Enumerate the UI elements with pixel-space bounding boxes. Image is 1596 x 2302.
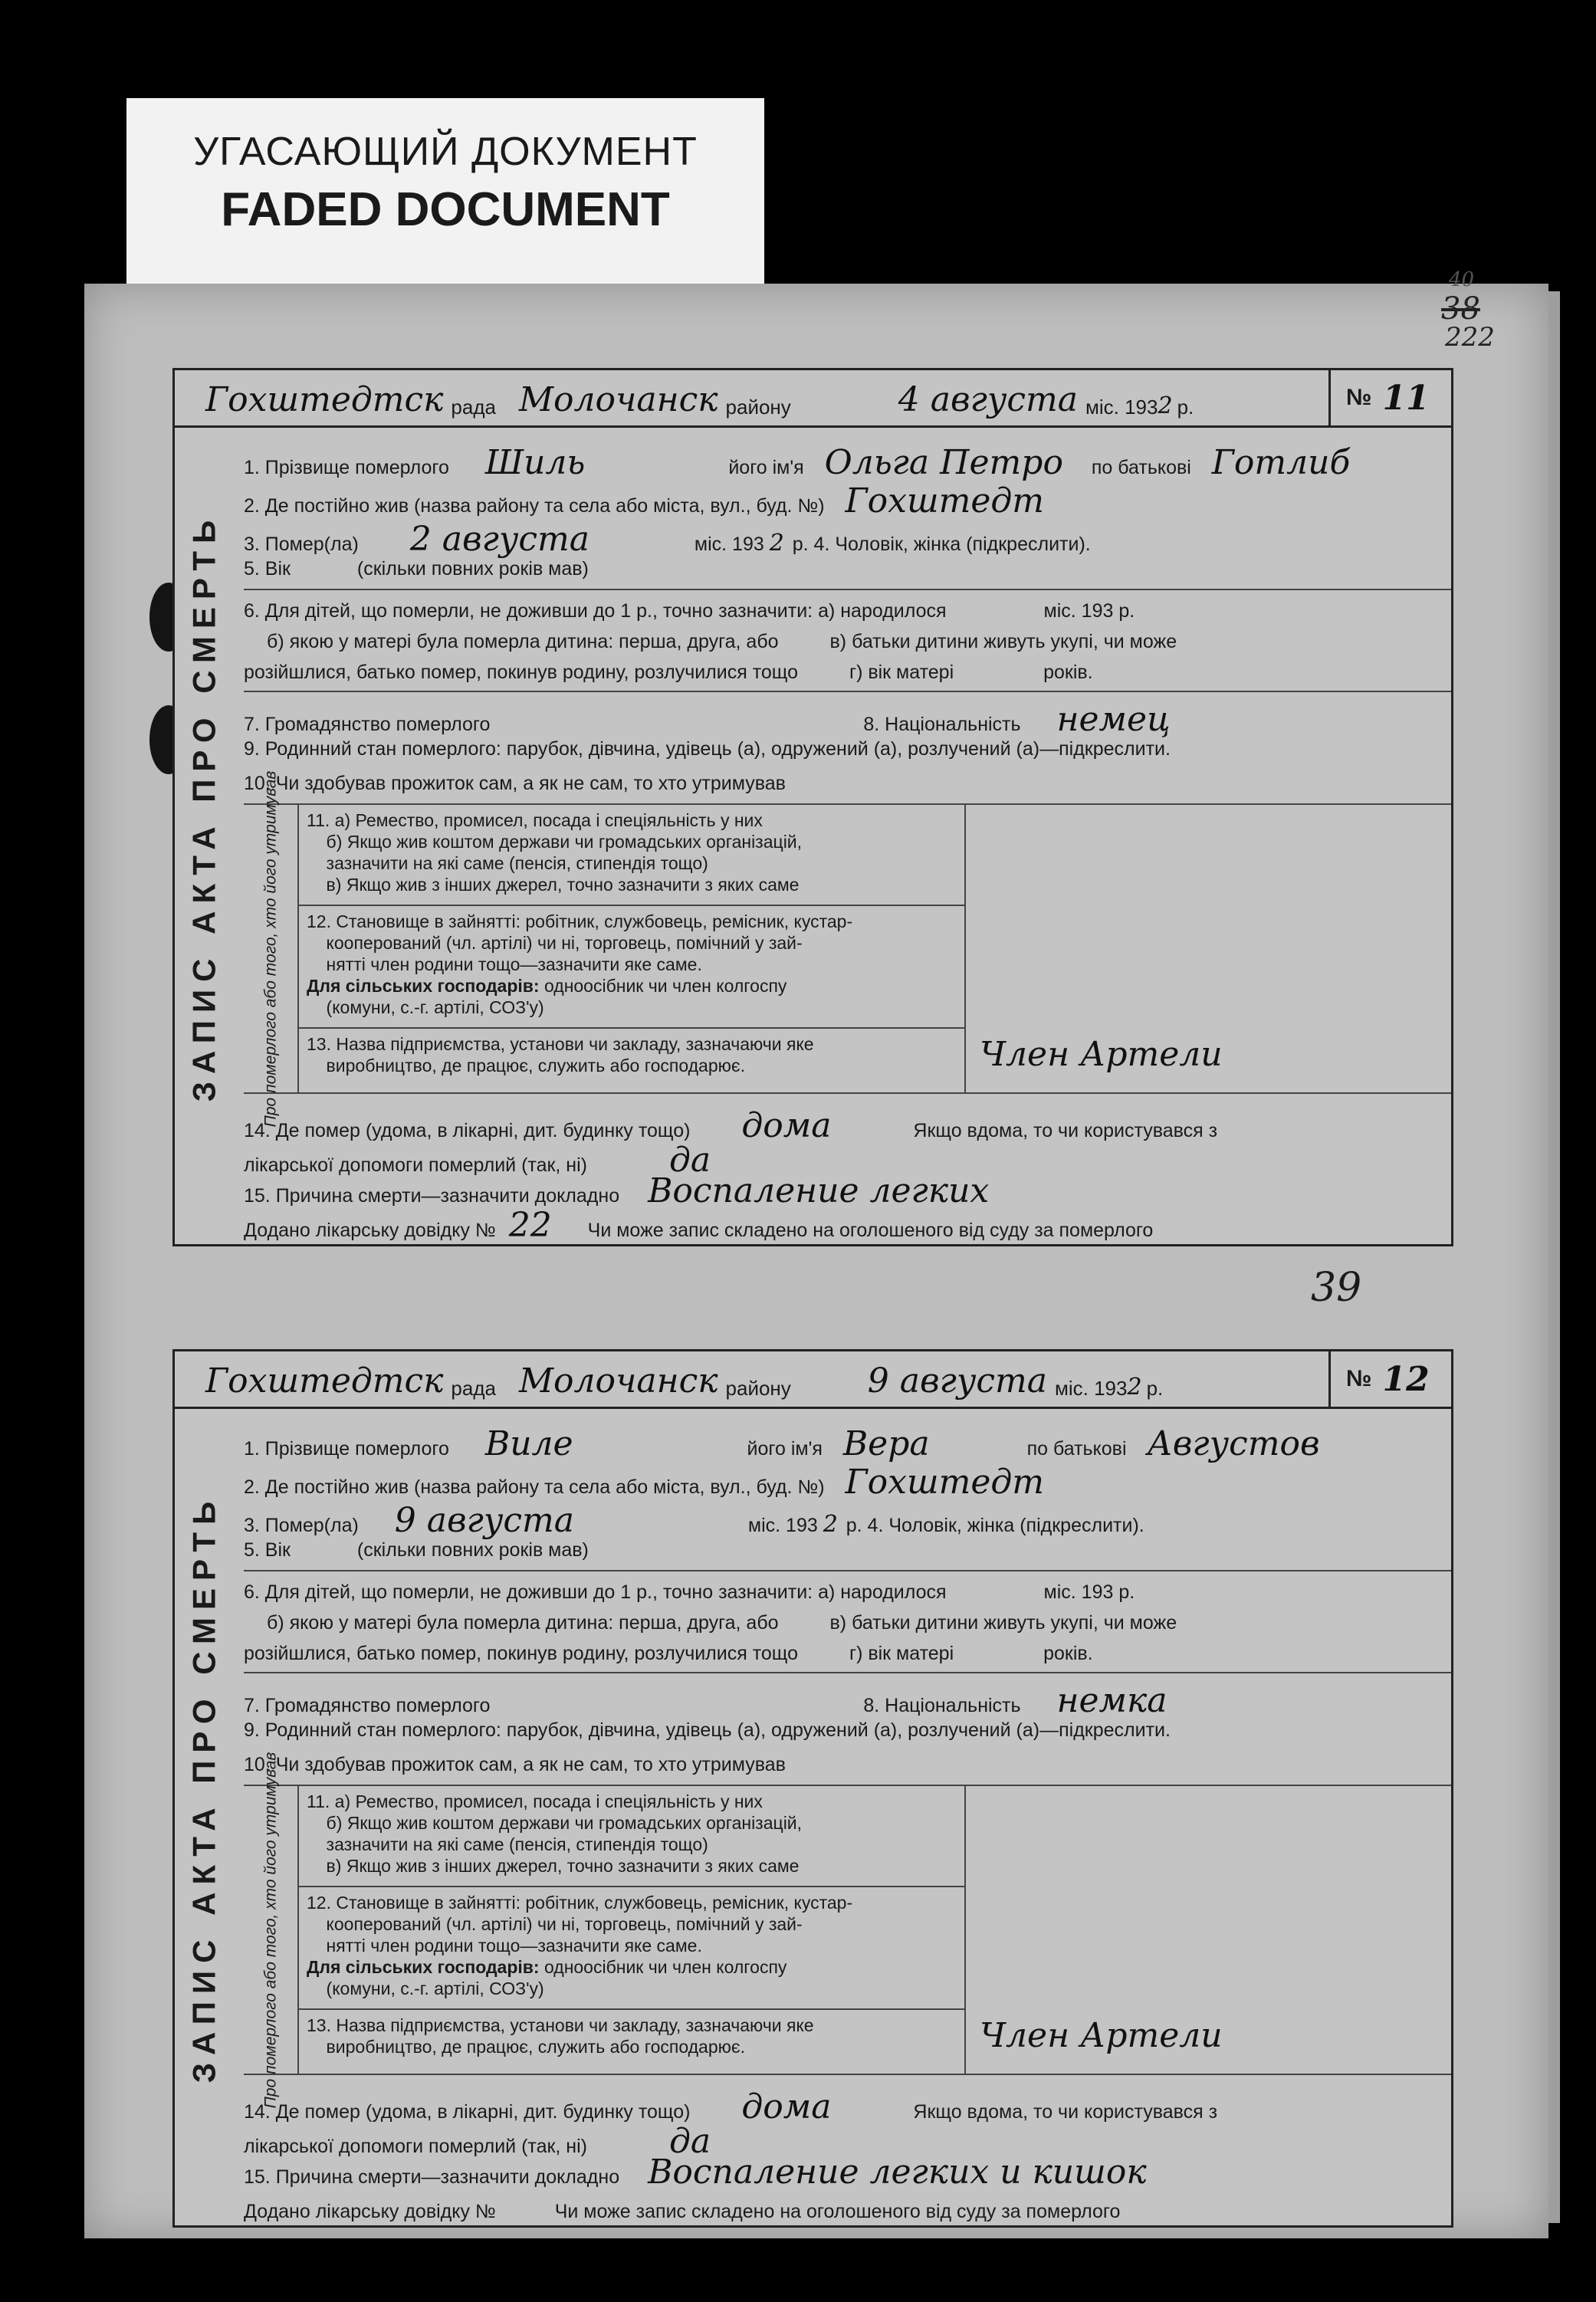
field-14b-label: лікарської допомоги померлий (так, ні) [244, 2136, 587, 2157]
inner-side-label: Про померлого або того, хто його утримував [244, 1786, 299, 2074]
field-5-label: 5. Вік [244, 558, 291, 580]
year-label: р. [1177, 396, 1194, 419]
record-number-box [1328, 370, 1451, 425]
name-label: його ім'я [728, 457, 804, 478]
field-7-label: 7. Громадянство померлого [244, 714, 491, 735]
nationality-value: немец [1056, 700, 1171, 739]
field-6c [244, 662, 1443, 684]
field-10-label: 10. Чи здобував прожиток сам, а як не сам, то хто утримував [244, 1754, 786, 1775]
field-6c-label: розійшлися, батько помер, покинув родину, розлучилися тощо [244, 662, 798, 683]
field-3 [244, 520, 1443, 559]
field-10 [244, 1754, 1443, 1776]
field-14-label: 14. Де помер (удома, в лікарні, дит. будинку тощо) [244, 2101, 691, 2123]
year-digit: 2 [1158, 392, 1173, 419]
field-2-label: 2. Де постійно жив (назва району та села або міста, вул., буд. №) [244, 1476, 825, 1498]
certificate-value: 22 [508, 1206, 552, 1245]
field-12 [299, 905, 966, 1027]
field-12 [299, 1886, 966, 2008]
cause-value: Воспаление легких [648, 1171, 990, 1210]
field-16-label: Додано лікарську довідку № [244, 2201, 496, 2222]
record-header [175, 370, 1451, 428]
month-label: міс. 193 [1085, 396, 1158, 419]
year-digit: 2 [1127, 1374, 1142, 1401]
field-3-label: 3. Помер(ла) [244, 534, 359, 555]
corner-number-top: 40 [1449, 268, 1475, 291]
record-side-title: ЗАПИС АКТА ПРО СМЕРТЬ [186, 512, 222, 1102]
corner-number-current: 222 [1445, 322, 1495, 353]
raion-value: Молочанск [518, 1361, 718, 1401]
label-english: FADED DOCUMENT [221, 183, 670, 236]
selsovet-value: Гохштедтск [205, 380, 444, 419]
place-value: дома [741, 1106, 832, 1145]
field-8-label: 8. Національність [863, 1695, 1021, 1716]
medical-value: да [668, 1141, 711, 1180]
field-9 [244, 1719, 1443, 1742]
death-record-2 [172, 1349, 1453, 2228]
field-16 [244, 2187, 1443, 2226]
field-3-label: 3. Помер(ла) [244, 1515, 359, 1536]
field-6c-tail: г) вік матері [849, 1643, 954, 1664]
field-12b-label: одноосібник чи член колгоспу (комуни, с.-г. артілі, СОЗ'у) [326, 1957, 787, 1998]
field-6b-label: б) якою у матері була померла дитина: перша, друга, або [267, 631, 779, 652]
field-2 [244, 481, 1443, 520]
residence-value: Гохштедт [845, 481, 1044, 520]
death-month-label: міс. 193 [747, 1515, 818, 1536]
divider [244, 691, 1451, 692]
field-9 [244, 738, 1443, 760]
field-6b-tail: в) батьки дитини живуть укупі, чи може [829, 1612, 1177, 1634]
field-14-label: 14. Де помер (удома, в лікарні, дит. будинку тощо) [244, 1120, 691, 1141]
field-3 [244, 1501, 1443, 1540]
field-16-tail: Чи може запис складено на оголошеного від суду за померлого [587, 1220, 1154, 1241]
field-5-hint: (скільки повних років мав) [356, 558, 589, 580]
patronymic-value: Готлиб [1211, 443, 1351, 482]
record-header [175, 1351, 1451, 1409]
field-13: 13. Назва підприємства, установи чи закладу, зазначаючи яке виробництво, де працює, служить або господарює. [299, 2008, 966, 2074]
field-12b-bold: Для сільських господарів: [307, 976, 540, 996]
field-16-label: Додано лікарську довідку № [244, 1220, 496, 1241]
field-15-label: 15. Причина смерти—зазначити докладно [244, 1185, 620, 1207]
field-6a [244, 600, 1443, 622]
field-6c-end: років. [1043, 662, 1093, 683]
folio-number: 39 [1311, 1265, 1362, 1311]
field-1 [244, 1424, 1443, 1463]
death-year-digit: 2 [769, 530, 784, 557]
field-12b-bold: Для сільських господарів: [307, 1957, 540, 1977]
nationality-value: немка [1056, 1681, 1167, 1720]
field-1-label: 1. Прізвище померлого [244, 1438, 449, 1460]
record-number-box [1328, 1351, 1451, 1407]
field-1-label: 1. Прізвище померлого [244, 457, 449, 478]
field-6c-tail: г) вік матері [849, 662, 954, 683]
record-side-title: ЗАПИС АКТА ПРО СМЕРТЬ [186, 1493, 222, 2084]
field-14b-label: лікарської допомоги померлий (так, ні) [244, 1154, 587, 1176]
field-2-label: 2. Де постійно жив (назва району та села або міста, вул., буд. №) [244, 495, 825, 517]
residence-value: Гохштедт [845, 1463, 1044, 1502]
field-1 [244, 443, 1443, 482]
field-11: 11. а) Ремество, промисел, посада і спеціяльність у них б) Якщо жив коштом держави чи громадських організацій, зазначити на які саме (пенсія, стипендія тощо) в) Якщо жив з інших джерел, точно зазначити з яких саме [299, 1786, 966, 1886]
field-13: 13. Назва підприємства, установи чи закладу, зазначаючи яке виробництво, де працює, служить або господарює. [299, 1027, 966, 1092]
field-5 [244, 1539, 1443, 1561]
field-9-label: 9. Родинний стан померлого: парубок, дівчина, удівець (а), одружений (а), розлучений (а)—підкреслити. [244, 738, 1171, 760]
record-number: 12 [1382, 1359, 1430, 1399]
field-8-label: 8. Національність [863, 714, 1021, 735]
field-14-tail: Якщо вдома, то чи користувався з [913, 2101, 1218, 2123]
date-value: 4 августа [898, 380, 1078, 419]
rada-label: рада [451, 396, 496, 419]
field-6b-tail: в) батьки дитини живуть укупі, чи може [829, 631, 1177, 652]
death-date-value: 2 августа [409, 520, 589, 559]
field-6a-label: 6. Для дітей, що померли, не доживши до 1 р., точно зазначити: а) народилося [244, 1581, 947, 1603]
raion-label: району [725, 396, 791, 419]
name-value: Ольга Петро [824, 443, 1063, 482]
field-6a [244, 1581, 1443, 1604]
field-7-8 [244, 1681, 1443, 1720]
corner-number-struck: 38 [1441, 291, 1480, 327]
field-6b [244, 1612, 1443, 1634]
field-11: 11. а) Ремество, промисел, посада і спеціяльність у них б) Якщо жив коштом держави чи громадських організацій, зазначити на які саме (пенсія, стипендія тощо) в) Якщо жив з інших джерел, точно зазначити з яких саме [299, 805, 966, 905]
field-7-8 [244, 700, 1443, 739]
year-label: р. [1146, 1377, 1164, 1400]
rada-label: рада [451, 1377, 496, 1400]
death-year-digit: 2 [823, 1511, 838, 1538]
date-value: 9 августа [867, 1361, 1047, 1401]
field-7-label: 7. Громадянство померлого [244, 1695, 491, 1716]
patronymic-label: по батькові [1091, 457, 1191, 478]
field-14 [244, 1106, 1443, 1145]
field-6b-label: б) якою у матері була померла дитина: перша, друга, або [267, 1612, 779, 1634]
patronymic-value: Августов [1147, 1424, 1320, 1463]
month-label: міс. 193 [1054, 1377, 1128, 1400]
occupation-value: Член Артели [980, 1035, 1223, 1074]
field-5-hint: (скільки повних років мав) [356, 1539, 589, 1561]
field-15 [244, 2153, 1443, 2192]
field-6a-tail: міс. 193 р. [1043, 1581, 1135, 1603]
number-label: № [1346, 385, 1372, 410]
field-12-label: 12. Становище в зайнятті: робітник, службовець, ремісник, кустар- кооперований (чл. артілі) чи ні, торговець, помічний у зай- нятті член родини тощо—зазначити яке саме. [307, 911, 853, 974]
field-10-label: 10. Чи здобував прожиток сам, а як не сам, то хто утримував [244, 773, 786, 794]
field-16-tail: Чи може запис складено на оголошеного від суду за померлого [554, 2201, 1121, 2222]
field-6c-end: років. [1043, 1643, 1093, 1664]
death-record-1 [172, 368, 1453, 1246]
name-value: Вера [842, 1424, 930, 1463]
surname-value: Шиль [484, 443, 586, 482]
surname-value: Виле [484, 1424, 573, 1463]
field-15 [244, 1171, 1443, 1210]
field-16 [244, 1206, 1443, 1245]
field-6c [244, 1643, 1443, 1665]
field-12b-label: одноосібник чи член колгоспу (комуни, с.-г. артілі, СОЗ'у) [326, 976, 787, 1017]
field-12-label: 12. Становище в зайнятті: робітник, службовець, ремісник, кустар- кооперований (чл. артілі) чи ні, торговець, помічний у зай- нятті член родини тощо—зазначити яке саме. [307, 1893, 853, 1956]
field-5 [244, 558, 1443, 580]
inner-side-label: Про померлого або того, хто його утримував [244, 805, 299, 1092]
name-label: його ім'я [747, 1438, 823, 1460]
archive-label-card [126, 98, 764, 290]
field-15-label: 15. Причина смерти—зазначити докладно [244, 2166, 620, 2188]
divider [244, 589, 1451, 590]
raion-label: району [725, 1377, 791, 1400]
medical-value: да [668, 2122, 711, 2161]
death-month-label: міс. 193 [694, 534, 764, 555]
patronymic-label: по батькові [1026, 1438, 1127, 1460]
field-4-label: р. 4. Чоловік, жінка (підкреслити). [792, 534, 1091, 555]
field-4-label: р. 4. Чоловік, жінка (підкреслити). [846, 1515, 1144, 1536]
field-14 [244, 2087, 1443, 2126]
field-6a-tail: міс. 193 р. [1043, 600, 1135, 622]
field-6b [244, 631, 1443, 653]
field-6a-label: 6. Для дітей, що померли, не доживши до 1 р., точно зазначити: а) народилося [244, 600, 947, 622]
field-2 [244, 1463, 1443, 1502]
label-russian: УГАСАЮЩИЙ ДОКУМЕНТ [193, 130, 698, 174]
occupation-value: Член Артели [980, 2016, 1223, 2055]
field-5-label: 5. Вік [244, 1539, 291, 1561]
number-label: № [1346, 1366, 1372, 1391]
record-number: 11 [1382, 378, 1430, 418]
field-14-tail: Якщо вдома, то чи користувався з [913, 1120, 1218, 1141]
raion-value: Молочанск [518, 380, 718, 419]
death-date-value: 9 августа [394, 1501, 574, 1540]
cause-value: Воспаление легких и кишок [648, 2153, 1147, 2192]
divider [244, 1570, 1451, 1571]
field-9-label: 9. Родинний стан померлого: парубок, дівчина, удівець (а), одружений (а), розлучений (а)—підкреслити. [244, 1719, 1171, 1741]
field-6c-label: розійшлися, батько помер, покинув родину, розлучилися тощо [244, 1643, 798, 1664]
field-10 [244, 773, 1443, 795]
place-value: дома [741, 2087, 832, 2126]
divider [244, 1672, 1451, 1673]
selsovet-value: Гохштедтск [205, 1361, 444, 1401]
